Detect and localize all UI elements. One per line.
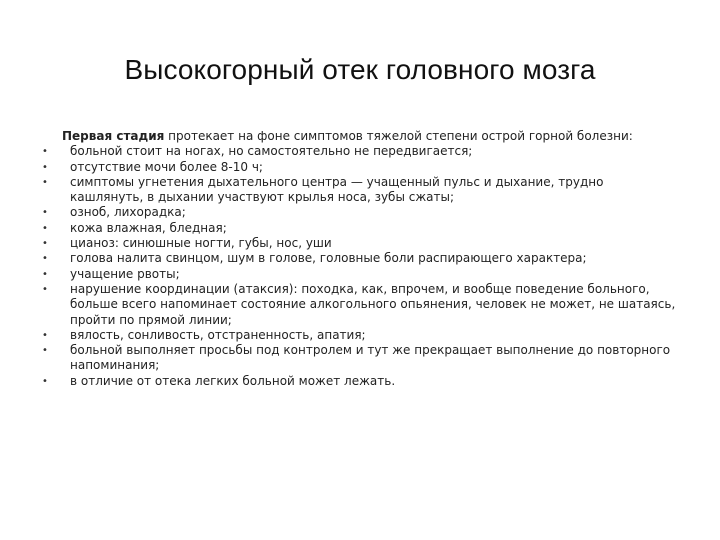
list-item	[40, 374, 680, 389]
list-item	[40, 160, 680, 175]
bullet-icon: •	[42, 161, 48, 173]
bullet-icon: •	[42, 253, 48, 265]
bullet-icon: •	[42, 268, 48, 280]
intro-text: протекает на фоне симптомов тяжелой степени острой горной болезни:	[164, 129, 633, 143]
slide-title: Высокогорный отек головного мозга	[124, 54, 596, 85]
bullet-icon: •	[42, 345, 48, 357]
bullet-icon: •	[42, 207, 48, 219]
list-item	[40, 175, 680, 206]
list-item	[40, 267, 680, 282]
list-item-text: отсутствие мочи более 8-10 ч;	[70, 159, 263, 174]
list-item	[40, 328, 680, 343]
list-item-text: кожа влажная, бледная;	[70, 220, 227, 235]
list-item	[40, 251, 680, 266]
intro-paragraph	[40, 129, 680, 144]
bullet-icon: •	[42, 329, 48, 341]
bullet-icon: •	[42, 283, 48, 295]
list-item-text: нарушение координации (атаксия): походка, как, впрочем, и вообще поведение больного, больше всего напоминает состояние алкогольного опьянения, человек не может, не шатаясь, пройти по прямой линии;	[70, 281, 676, 327]
list-item-text: озноб, лихорадка;	[70, 205, 186, 220]
list-item-text: больной выполняет просьбы под контролем и тут же прекращает выполнение до повторного напоминания;	[70, 343, 671, 373]
bullet-icon: •	[42, 375, 48, 387]
bullet-icon: •	[42, 222, 48, 234]
list-item	[40, 236, 680, 251]
symptom-list	[40, 144, 680, 389]
list-item	[40, 221, 680, 236]
bullet-icon: •	[42, 176, 48, 188]
slide-body	[40, 129, 680, 389]
list-item-text: больной стоит на ногах, но самостоятельно не передвигается;	[70, 144, 473, 159]
list-item	[40, 205, 680, 220]
bullet-icon: •	[42, 238, 48, 250]
list-item-text: вялость, сонливость, отстраненность, апатия;	[70, 327, 366, 342]
list-item-text: голова налита свинцом, шум в голове, головные боли распирающего характера;	[70, 251, 587, 266]
bullet-icon: •	[42, 146, 48, 158]
list-item-text: учащение рвоты;	[70, 266, 180, 281]
list-item	[40, 144, 680, 159]
intro-bold-term: Первая стадия	[62, 129, 165, 143]
list-item-text: цианоз: синюшные ногти, губы, нос, уши	[70, 236, 332, 251]
list-item-text: симптомы угнетения дыхательного центра — учащенный пульс и дыхание, трудно кашлянуть, в дыхании участвуют крылья носа, зубы сжаты;	[70, 174, 604, 205]
list-item	[40, 343, 680, 374]
list-item-text: в отличие от отека легких больной может лежать.	[70, 373, 396, 388]
list-item	[40, 282, 680, 328]
